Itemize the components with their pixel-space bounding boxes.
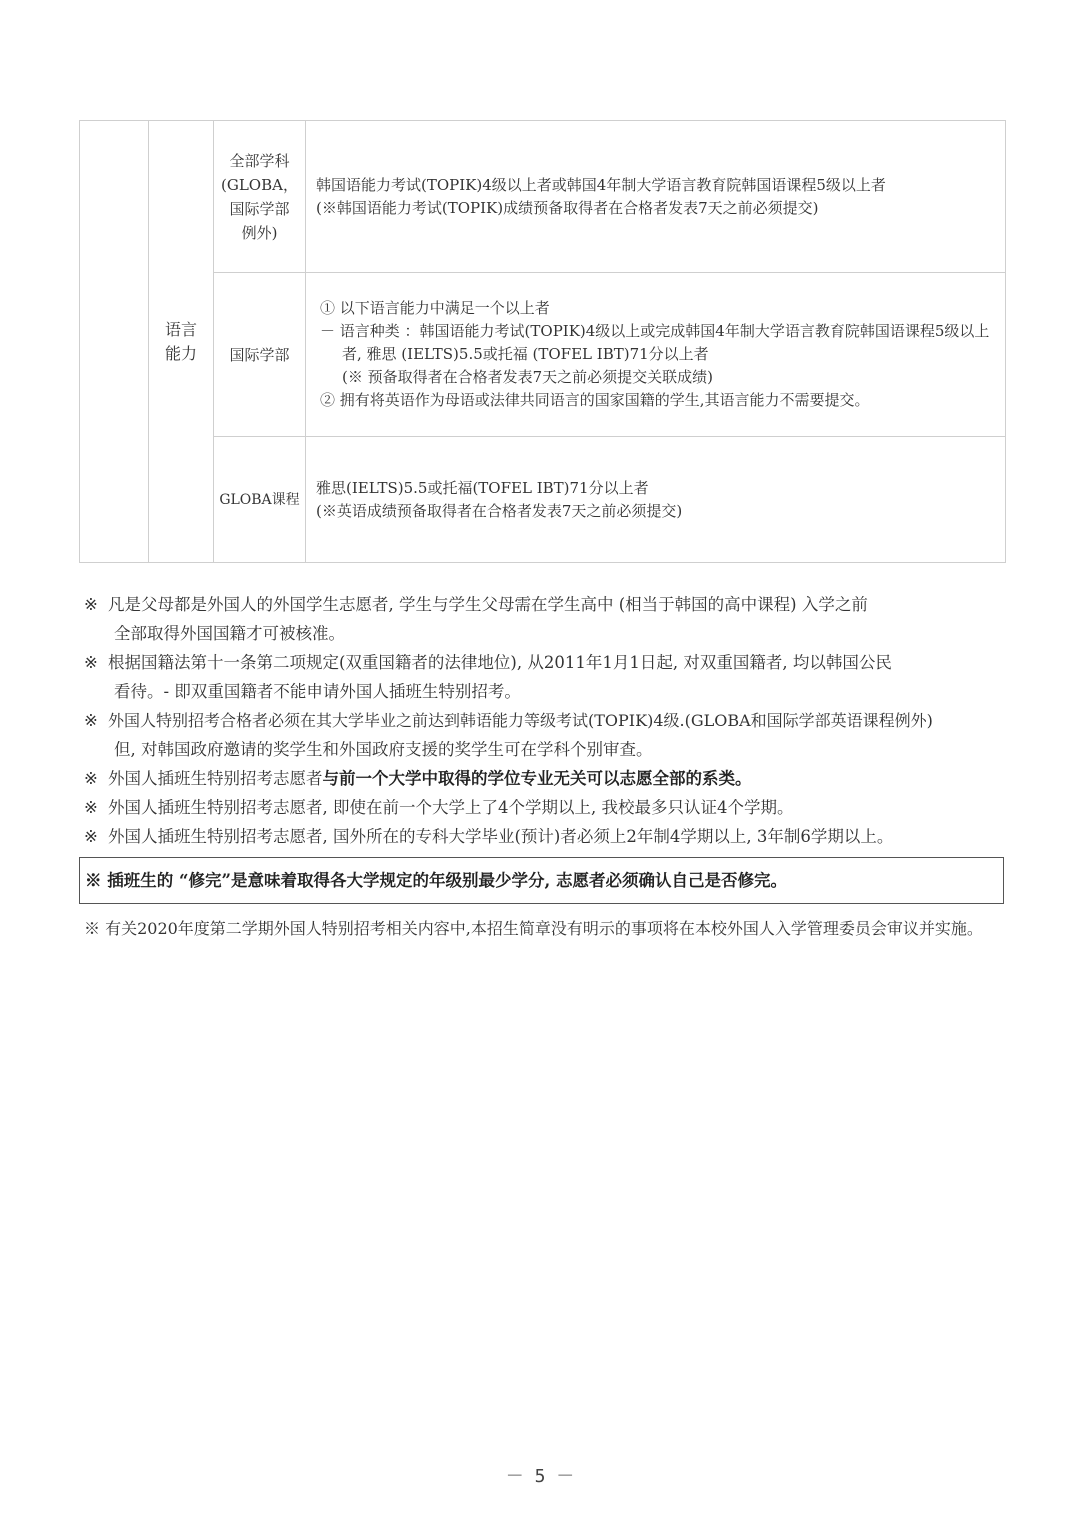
notice-text: ※ 插班生的 “修完”是意味着取得各大学规定的年级别最少学分, 志愿者必须确认自己是否修完。 [85, 871, 787, 890]
reference-mark-icon: ※ [84, 827, 98, 846]
final-note: ※ 有关2020年度第二学期外国人特别招考相关内容中,本招生简章没有明示的事项将在本校外国人入学管理委员会审议并实施。 [84, 919, 983, 938]
highlighted-notice [79, 857, 1004, 904]
page-number: － 5 － [505, 1466, 575, 1487]
note-text: 外国人插班生特别招考志愿者, 国外所在的专科大学毕业(预计)者必须上2年制4学期以上, 3年制6学期以上。 [108, 827, 894, 846]
table-row [80, 121, 1006, 273]
note-text: 外国人插班生特别招考志愿者 [108, 769, 323, 788]
note-text: 外国人特别招考合格者必须在其大学毕业之前达到韩语能力等级考试(TOPIK)4级.(GLOBA和国际学部英语课程例外) [108, 711, 933, 730]
requirement-line: (※英语成绩预备取得者在合格者发表7天之前必须提交) [316, 501, 683, 520]
reference-mark-icon: ※ [84, 595, 98, 614]
requirement-line: (※韩国语能力考试(TOPIK)成绩预备取得者在合格者发表7天之前必须提交) [316, 198, 819, 217]
category-cell [149, 121, 214, 563]
requirement-line: ② 拥有将英语作为母语或法律共同语言的国家国籍的学生,其语言能力不需要提交。 [320, 391, 870, 409]
subject-label: GLOBA课程 [219, 492, 300, 508]
subject-cell [214, 273, 306, 437]
table-row [80, 437, 1006, 563]
subject-label: 全部学科 (GLOBA， 国际学部 例外) [221, 151, 298, 242]
note-text: 外国人插班生特别招考志愿者, 即使在前一个大学上了4个学期以上, 我校最多只认证4个学期。 [108, 798, 794, 817]
requirement-cell [306, 273, 1006, 437]
blank-column-cell [80, 121, 149, 563]
category-label: 语言 能力 [164, 319, 197, 363]
requirement-line: ① 以下语言能力中满足一个以上者 [320, 299, 550, 317]
requirement-cell [306, 437, 1006, 563]
reference-mark-icon: ※ [84, 711, 98, 730]
reference-mark-icon: ※ [84, 653, 98, 672]
note-item [84, 822, 1014, 851]
requirement-line: 韩国语能力考试(TOPIK)4级以上者或韩国4年制大学语言教育院韩国语课程5级以上者 [316, 175, 886, 194]
note-text: 全部取得外国国籍才可被核准。 [114, 624, 345, 643]
note-item [84, 706, 1014, 764]
note-item [84, 764, 1014, 793]
subject-cell [214, 437, 306, 563]
note-item [84, 648, 1014, 706]
reference-mark-icon: ※ [84, 769, 98, 788]
note-item [84, 590, 1014, 648]
note-item [84, 793, 1014, 822]
note-text: 凡是父母都是外国人的外国学生志愿者, 学生与学生父母需在学生高中 (相当于韩国的高中课程) 入学之前 [108, 595, 868, 614]
requirement-line: (※ 预备取得者在合格者发表7天之前必须提交关联成绩) [342, 368, 714, 386]
note-text: 根据国籍法第十一条第二项规定(双重国籍者的法律地位), 从2011年1月1日起, 对双重国籍者, 均以韩国公民 [108, 653, 892, 672]
notes-list [84, 590, 1014, 851]
requirement-line: － 语言种类 ：韩国语能力考试(TOPIK)4级以上或完成韩国4年制大学语言教育院韩国语课程5级以上 [320, 322, 990, 340]
subject-label: 国际学部 [229, 345, 290, 364]
requirement-line: 者, 雅思 (IELTS)5.5或托福 (TOFEL IBT)71分以上者 [342, 345, 709, 363]
note-bold-text: 与前一个大学中取得的学位专业无关可以志愿全部的系类。 [322, 769, 752, 788]
note-text: 但, 对韩国政府邀请的奖学生和外国政府支援的奖学生可在学科个别审查。 [114, 740, 653, 759]
requirement-cell [306, 121, 1006, 273]
table-row [80, 273, 1006, 437]
subject-cell [214, 121, 306, 273]
note-text: 看待。- 即双重国籍者不能申请外国人插班生特别招考。 [114, 682, 521, 701]
requirements-table [79, 120, 1006, 563]
reference-mark-icon: ※ [84, 798, 98, 817]
requirement-line: 雅思(IELTS)5.5或托福(TOFEL IBT)71分以上者 [316, 478, 649, 497]
